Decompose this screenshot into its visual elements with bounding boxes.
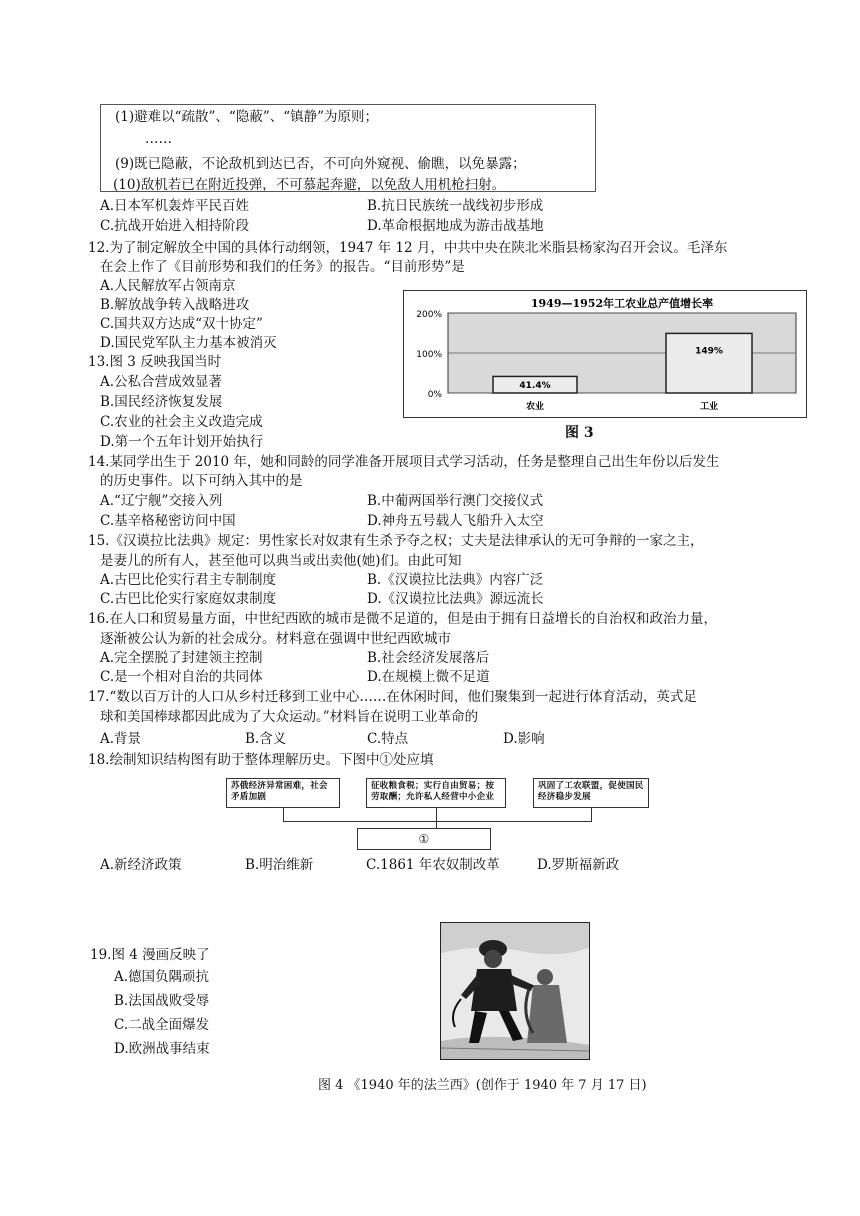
q15-option-a[interactable]: A.古巴比伦实行君主专制制度: [100, 572, 277, 588]
chart-title: 1949—1952年工农业总产值增长率: [530, 297, 714, 310]
q14-option-d[interactable]: D.神舟五号载人飞船升入太空: [367, 513, 544, 529]
q18-stem: 18.绘制知识结构图有助于整体理解历史。下图中①处应填: [88, 752, 434, 768]
q15-option-d[interactable]: D.《汉谟拉比法典》源远流长: [367, 591, 544, 607]
q19-option-d[interactable]: D.欧洲战事结束: [114, 1041, 210, 1057]
q15-option-c[interactable]: C.古巴比伦实行家庭奴隶制度: [100, 591, 277, 607]
chart-ytick-label: 100%: [416, 350, 442, 360]
q18-connector-horizontal: [283, 821, 592, 822]
q12-option-d[interactable]: D.国民党军队主力基本被消灭: [100, 335, 277, 351]
figure4-caption: 图 4 《1940 年的法兰西》(创作于 1940 年 7 月 17 日): [318, 1078, 647, 1093]
q11-option-d[interactable]: D.革命根据地成为游击战基地: [367, 218, 544, 234]
q18-option-c[interactable]: C.1861 年农奴制改革: [366, 857, 500, 873]
q19-option-b[interactable]: B.法国战败受辱: [114, 993, 210, 1009]
q19-option-c[interactable]: C.二战全面爆发: [114, 1017, 210, 1033]
q12-option-b[interactable]: B.解放战争转入战略进攻: [100, 297, 250, 313]
q16-option-c[interactable]: C.是一个相对自治的共同体: [100, 669, 263, 685]
q11-box-line9: (9)既已隐蔽，不论敌机到达已否，不可向外窥视、偷瞧，以免暴露；: [115, 156, 526, 172]
chart-data-label: 41.4%: [519, 381, 551, 391]
q11-box-ellipsis: ……: [145, 131, 172, 147]
figure3-caption: 图 3: [565, 425, 594, 441]
q15-stem-line2: 是妻儿的所有人，甚至他可以典当或出卖他(她)们。由此可知: [100, 553, 462, 569]
q13-stem: 13.图 3 反映我国当时: [88, 354, 222, 370]
q18-connector-left: [283, 808, 284, 822]
q12-stem-line2: 在会上作了《目前形势和我们的任务》的报告。“目前形势”是: [100, 259, 465, 275]
q18-box-background: 苏俄经济异常困难，社会矛盾加剧: [226, 778, 340, 808]
figure3-chart-svg: [404, 291, 806, 417]
q12-option-a[interactable]: A.人民解放军占领南京: [100, 278, 236, 294]
q11-material-box: [100, 104, 596, 192]
q18-box-answer: ①: [357, 828, 491, 850]
chart-ytick-label: 0%: [427, 390, 442, 400]
q13-option-a[interactable]: A.公私合营成效显著: [100, 374, 223, 390]
q14-stem-line2: 的历史事件。以下可纳入其中的是: [100, 473, 303, 489]
q19-stem: 19.图 4 漫画反映了: [90, 947, 210, 963]
q18-option-a[interactable]: A.新经济政策: [100, 857, 182, 873]
figure4-cartoon: [440, 922, 590, 1060]
q16-option-a[interactable]: A.完全摆脱了封建领主控制: [100, 650, 263, 666]
q17-option-a[interactable]: A.背景: [100, 731, 142, 747]
q15-option-b[interactable]: B.《汉谟拉比法典》内容广泛: [367, 572, 544, 588]
q12-option-c[interactable]: C.国共双方达成“双十协定”: [100, 316, 263, 332]
q18-connector-right: [591, 808, 592, 822]
q18-option-d[interactable]: D.罗斯福新政: [537, 857, 620, 873]
q11-option-a[interactable]: A.日本军机轰炸平民百姓: [100, 198, 250, 214]
q11-option-b[interactable]: B.抗日民族统一战线初步形成: [367, 198, 544, 214]
q18-box-effect: 巩固了工农联盟，促使国民经济稳步发展: [533, 778, 649, 808]
figure3-chart: [403, 290, 807, 418]
q14-option-c[interactable]: C.基辛格秘密访问中国: [100, 513, 236, 529]
q15-stem-line1: 15.《汉谟拉比法典》规定：男性家长对奴隶有生杀予夺之权；丈夫是法律承认的无可争辩的一家之主，: [88, 533, 704, 549]
q19-option-a[interactable]: A.德国负隅顽抗: [114, 969, 210, 985]
q17-stem-line2: 球和美国棒球都因此成为了大众运动。”材料旨在说明工业革命的: [100, 709, 479, 725]
q18-option-b[interactable]: B.明治维新: [245, 857, 314, 873]
q17-option-c[interactable]: C.特点: [367, 731, 409, 747]
chart-category-label: 工业: [699, 402, 719, 412]
cartoon-drawing: [441, 923, 590, 1060]
q17-stem-line1: 17.“数以百万计的人口从乡村迁移到工业中心……在休闲时间，他们聚集到一起进行体育活动，英式足: [88, 689, 697, 705]
q18-box-measures: 征收粮食税；实行自由贸易；按劳取酬；允许私人经营中小企业: [366, 778, 506, 808]
q14-stem-line1: 14.某同学出生于 2010 年，她和同龄的同学准备开展项目式学习活动，任务是整理自己出生年份以后发生: [88, 454, 720, 470]
chart-data-label: 149%: [695, 346, 723, 357]
q18-connector-mid: [436, 808, 437, 822]
q17-option-b[interactable]: B.含义: [245, 731, 287, 747]
q17-option-d[interactable]: D.影响: [503, 731, 545, 747]
chart-category-label: 农业: [525, 402, 545, 412]
q16-option-d[interactable]: D.在规模上微不足道: [367, 669, 490, 685]
q13-option-b[interactable]: B.国民经济恢复发展: [100, 394, 223, 410]
q14-option-a[interactable]: A.“辽宁舰”交接入列: [100, 493, 223, 509]
chart-ytick-label: 200%: [416, 310, 442, 320]
q16-stem-line2: 逐渐被公认为新的社会成分。材料意在强调中世纪西欧城市: [100, 631, 451, 647]
q16-stem-line1: 16.在人口和贸易量方面，中世纪西欧的城市是微不足道的，但是由于拥有日益增长的自治权和政治力量，: [88, 611, 717, 627]
q13-option-d[interactable]: D.第一个五年计划开始执行: [100, 434, 264, 450]
q13-option-c[interactable]: C.农业的社会主义改造完成: [100, 414, 263, 430]
q12-stem-line1: 12.为了制定解放全中国的具体行动纲领，1947 年 12 月，中共中央在陕北米脂县杨家沟召开会议。毛泽东: [88, 240, 728, 256]
q11-option-c[interactable]: C.抗战开始进入相持阶段: [100, 218, 250, 234]
chart-bar: [666, 333, 752, 393]
q14-option-b[interactable]: B.中葡两国举行澳门交接仪式: [367, 493, 544, 509]
q11-box-line1: (1)避难以“疏散”、“隐蔽”、“镇静”为原则；: [115, 109, 379, 125]
q16-option-b[interactable]: B.社会经济发展落后: [367, 650, 490, 666]
q11-box-line10: (10)敌机若已在附近投弹，不可慕起奔避，以免敌人用机枪扫射。: [113, 177, 506, 193]
